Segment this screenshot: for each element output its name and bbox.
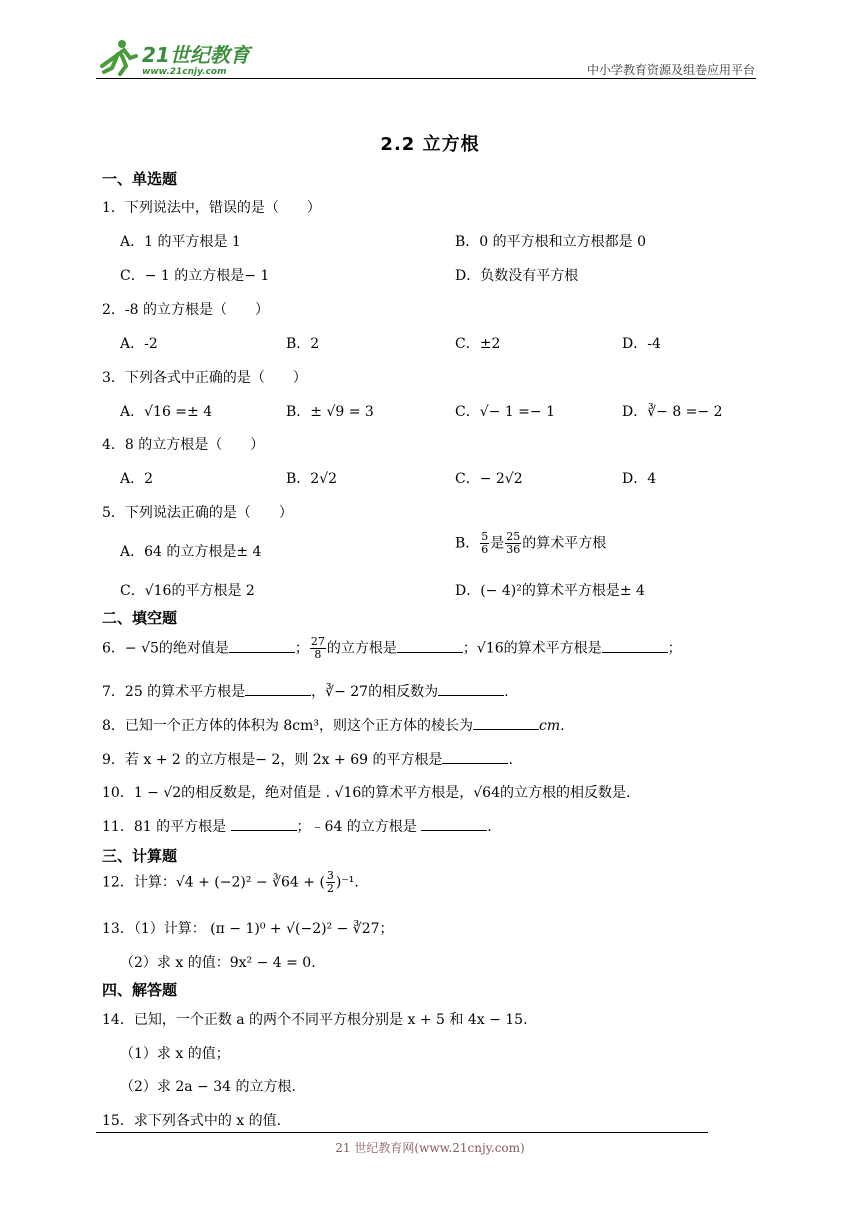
q2-stem: 2．-8 的立方根是（ ） [102,302,269,318]
q4-option-b: B．2√2 [286,471,338,487]
answer-blank[interactable] [473,717,539,730]
q12-part1: 12．计算：√4 + (−2)² − ∛64 + [102,874,320,891]
q5-option-a: A．64 的立方根是± 4 [120,544,262,560]
q12-end: ⁻¹. [341,874,359,891]
q5-option-c: C．√16的平方根是 2 [120,583,255,599]
fraction [326,870,335,895]
q2-option-c: C．±2 [455,336,501,352]
q3-option-d: D．∛− 8 =− 2 [622,404,723,420]
q6-end: ； [667,640,682,657]
q4-option-a: A．2 [120,471,154,487]
q14-line1: 14．已知，一个正数 a 的两个不同平方根分别是 x + 5 和 4x − 15. [102,1012,528,1028]
answer-blank[interactable] [229,640,295,653]
q12: 12．计算：√4 + (−2)² − ∛64 + ( $\frac{3}{2}$ )⁻¹. [102,869,359,895]
q13-line1: 13．（1）计算： (π − 1)⁰ + √(−2)² − ∛27； [102,921,394,937]
section-heading-calculation: 三、计算题 [102,847,178,865]
q6-part2: 的立方根是 [326,640,397,657]
q5-option-b-mid: 是 [490,535,505,552]
q11-part1: 11．81 的平方根是 [102,819,231,835]
q11-end: . [487,819,492,835]
q8-part1: 8．已知一个正方体的体积为 8cm³，则这个正方体的棱长为 [102,718,473,734]
q8 [102,715,565,735]
q6: 6．− √5的绝对值是 ； $\frac{27}{8}$ 的立方根是 ；√16的算术平方根是 ； [102,635,682,661]
q15-line1: 15．求下列各式中的 x 的值. [102,1113,282,1129]
answer-blank[interactable] [231,818,297,831]
fraction-numerator: 3 [326,869,334,882]
fraction-numerator: 5 [481,530,489,543]
answer-blank[interactable] [245,683,311,696]
q3-option-b: B．± √9 = 3 [286,404,374,420]
q3-option-a: A．√16 =± 4 [120,404,213,420]
logo-url: www.21cnjy.com [142,67,227,77]
fraction-denominator: 6 [481,543,489,556]
q2-option-b: B．2 [286,336,320,352]
q1-option-a: A．1 的平方根是 1 [120,234,241,250]
q10: 10．1 − √2的相反数是，绝对值是 . √16的算术平方根是，√64的立方根的相反数是. [102,785,631,801]
q3-stem: 3．下列各式中正确的是（ ） [102,370,307,386]
q1-option-c: C．− 1 的立方根是− 1 [120,268,270,284]
page-title: 2.2 立方根 [380,134,480,155]
q6-part3: ；√16的算术平方根是 [462,640,602,657]
fraction [505,531,521,556]
q2-option-d: D．-4 [622,336,661,352]
q1-option-b: B．0 的平方根和立方根都是 0 [455,234,647,250]
answer-blank[interactable] [602,640,668,653]
section-heading-single-choice: 一、单选题 [102,170,178,188]
footer-text: 21 世纪教育网(www.21cnjy.com) [335,1141,525,1155]
q5-option-b-suffix: 的算术平方根 [522,535,607,552]
fraction-denominator: 2 [326,882,334,895]
q9 [102,749,513,769]
answer-blank[interactable] [421,818,487,831]
q4-stem: 4．8 的立方根是（ ） [102,437,265,453]
fraction-numerator: 25 [506,530,521,543]
q7-end: . [504,684,509,700]
footer-divider [96,1132,708,1133]
q13-line2: （2）求 x 的值：9x² − 4 = 0. [120,955,316,971]
q11 [102,816,492,836]
q4-option-d: D．4 [622,471,657,487]
q9-part1: 9．若 x + 2 的立方根是− 2，则 2x + 69 的平方根是 [102,752,443,768]
q5-option-d: D．(− 4)²的算术平方根是± 4 [455,583,645,599]
header-divider [96,78,756,79]
fraction [310,636,326,661]
fraction-denominator: 36 [506,543,521,556]
runner-logo-icon [96,36,256,78]
fraction-denominator: 8 [314,648,322,661]
section-heading-fill-blank: 二、填空题 [102,609,178,627]
q7-part1: 7．25 的算术平方根是 [102,684,246,700]
q1-stem: 1．下列说法中，错误的是（ ） [102,200,321,216]
fraction-numerator: 27 [310,635,325,648]
logo-text: 21世纪教育 [142,43,250,67]
q11-part2: ；﹣64 的立方根是 [296,819,422,835]
q2-option-a: A．-2 [120,336,158,352]
q14-line3: （2）求 2a − 34 的立方根. [120,1079,296,1095]
q7 [102,681,509,701]
q5-stem: 5．下列说法正确的是（ ） [102,505,293,521]
q7-part2: ，∛− 27的相反数为 [311,684,439,700]
q5-option-b [455,531,606,556]
section-heading-answer: 四、解答题 [102,981,178,999]
q4-option-c: C．− 2√2 [455,471,523,487]
fraction [480,531,489,556]
answer-blank[interactable] [397,640,463,653]
q8-end: cm. [539,718,565,734]
q3-option-c: C．√− 1 =− 1 [455,404,555,420]
site-logo [96,36,256,78]
q5-option-b-prefix: B． [455,535,480,552]
answer-blank[interactable] [438,683,504,696]
answer-blank[interactable] [442,751,508,764]
q14-line2: （1）求 x 的值； [120,1046,230,1062]
q6-part1: 6．− √5的绝对值是 [102,640,229,657]
q1-option-d: D．负数没有平方根 [455,268,579,284]
header-platform-text: 中小学教育资源及组卷应用平台 [586,63,755,77]
q9-end: . [508,752,513,768]
